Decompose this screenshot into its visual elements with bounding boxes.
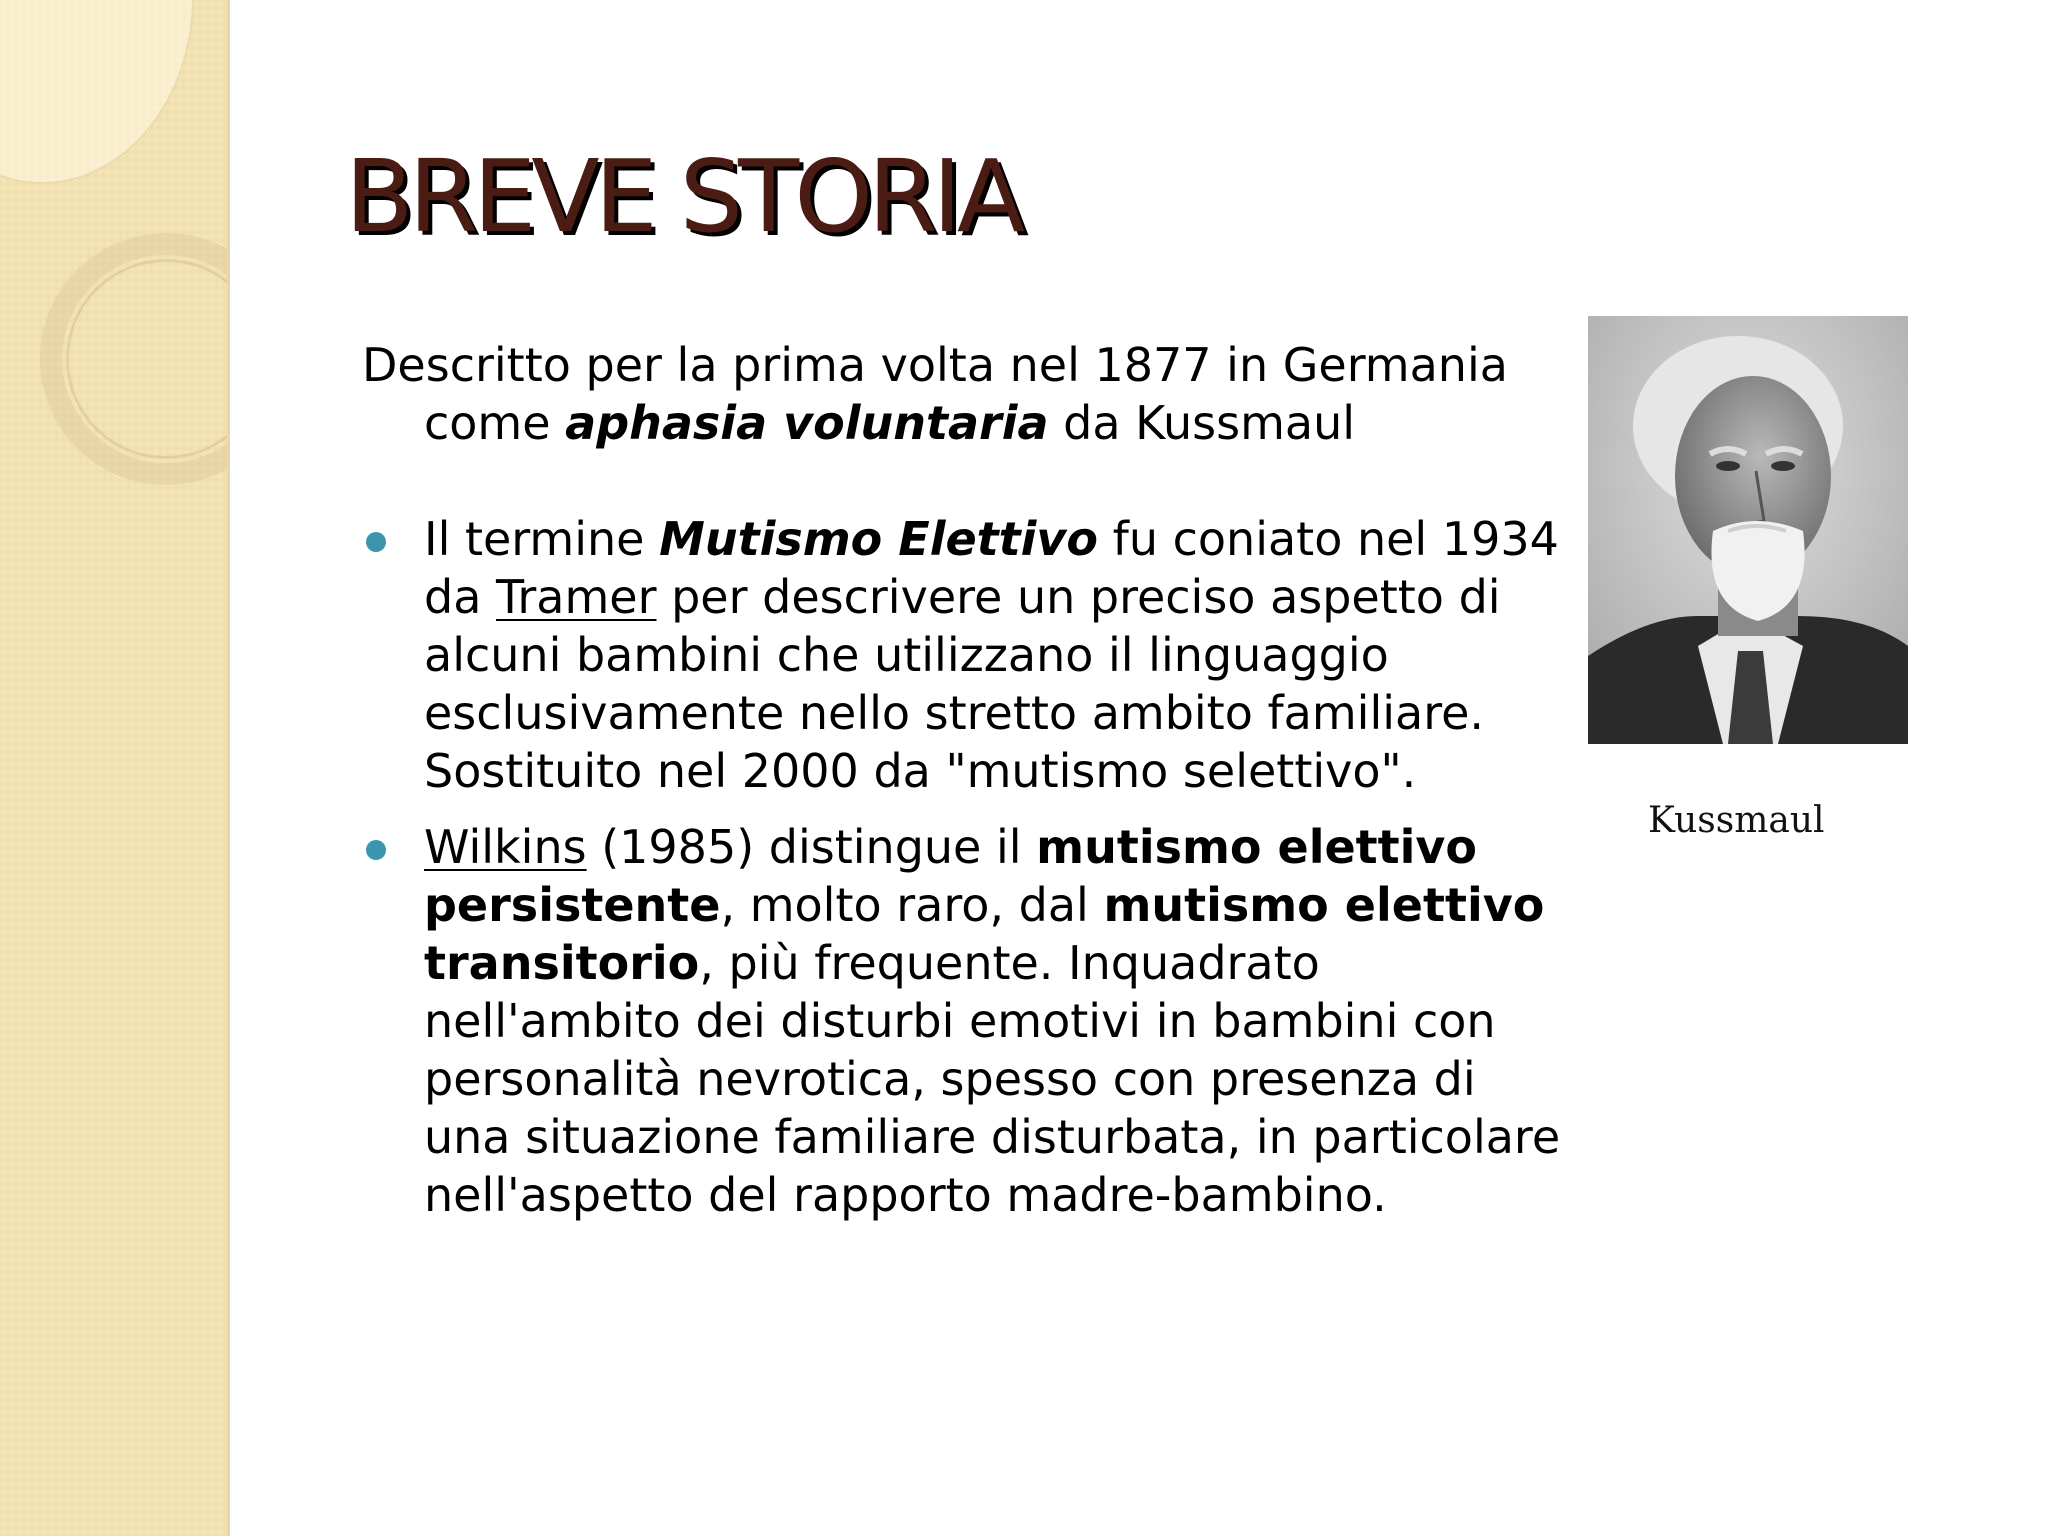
decorative-side-band [0, 0, 227, 1536]
bullet1-text-1: Il termine [424, 512, 660, 566]
intro-paragraph [362, 336, 1562, 452]
kussmaul-portrait-photo [1588, 316, 1908, 744]
portrait-illustration [1588, 316, 1908, 744]
bullet2-text-2: , molto raro, dal [720, 878, 1104, 932]
bullet-item-tramer [362, 510, 1562, 800]
bullet-dot-icon [366, 532, 386, 552]
side-band-edge [227, 0, 230, 1536]
bullet2-text-3: , più frequente. Inquadrato nell'ambito dei disturbi emotivi in bambini con personalità nevrotica, spesso con presenza di una situazione familiare disturbata, in particolare nell'aspetto del rapporto madre-bambino. [424, 936, 1561, 1222]
intro-text-1: Descritto per la prima volta nel 1877 in Germania come [362, 338, 1508, 450]
intro-emphasis: aphasia voluntaria [565, 396, 1049, 450]
bullet2-text-1: (1985) distingue il [586, 820, 1037, 874]
intro-text-2: da Kussmaul [1048, 396, 1356, 450]
slide-body [362, 336, 1562, 1224]
bullet1-emphasis: Mutismo Elettivo [659, 512, 1099, 566]
bullet2-bold-1: mutismo elettivo persistente [424, 820, 1478, 932]
bullet1-text-2: fu coniato nel 1934 da [424, 512, 1559, 624]
tramer-link[interactable]: Tramer [496, 570, 657, 624]
bullet2-bold-2: mutismo elettivo transitorio [424, 878, 1545, 990]
slide-title: BREVE STORIA [345, 138, 1021, 255]
wilkins-link[interactable]: Wilkins [424, 820, 587, 874]
bullet1-text-3: per descrivere un preciso aspetto di alcuni bambini che utilizzano il linguaggio esclusivamente nello stretto ambito familiare. Sostituito nel 2000 da "mutismo selettivo". [424, 570, 1501, 798]
decorative-arc [0, 0, 194, 184]
photo-caption: Kussmaul [1648, 800, 1825, 841]
bullet-item-wilkins [362, 818, 1562, 1224]
bullet-dot-icon [366, 840, 386, 860]
